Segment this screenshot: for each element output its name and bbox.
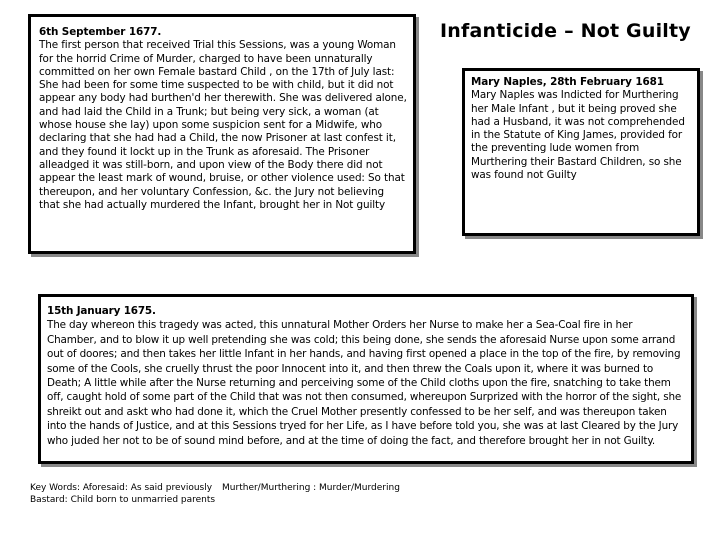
case-1681-box [462, 68, 700, 236]
case-1681-heading: Mary Naples, 28th February 1681 [471, 76, 664, 88]
case-1675-heading: 15th January 1675. [47, 305, 156, 317]
page-title: Infanticide – Not Guilty [440, 20, 691, 42]
case-1677-heading: 6th September 1677. [39, 26, 162, 38]
key-words [30, 482, 400, 506]
key-word-bastard: Bastard: Child born to unmarried parents [30, 495, 216, 505]
key-word-murther: Murther/Murthering : Murder/Murdering [222, 483, 400, 493]
case-1677-box [28, 14, 416, 254]
key-words-line-1 [30, 482, 400, 494]
case-1681-body: Mary Naples was Indicted for Murthering her Male Infant , but it being proved she had a Husband, it was not comprehended in the Statute of King James, provided for the preventing lude women from Murthering their Bastard Children, so she was found not Guilty [471, 89, 685, 182]
case-1677-body: The first person that received Trial this Sessions, was a young Woman for the horrid Crime of Murder, charged to have been unnaturally committed on her own Female bastard Child , on the 17th of July last: She had been for some time suspected to be with child, but it did not appear any body had burthen'd her therewith. She was delivered alone, and had laid the Child in a Trunk; but being very sick, a woman (at whose house she lay) upon some suspicion sent for a Midwife, who declaring that she had had a Child, the now Prisoner at last confest it, and they found it lockt up in the Trunk as aforesaid. The Prisoner alleadged it was still-born, and upon view of the Body there did not appear the least mark of wound, bruise, or other violence used: So that thereupon, and her voluntary Confession, &c. the Jury not believing that she had actually murdered the Infant, brought her in Not guilty [39, 39, 407, 211]
case-1675-box [38, 294, 694, 464]
case-1675-body: The day whereon this tragedy was acted, this unnatural Mother Orders her Nurse to make her a Sea-Coal fire in her Chamber, and to blow it up well pretending she was cold; this being done, she sends the aforesaid Nurse upon some arrand out of doores; and then takes her little Infant in her hands, and having first opened a place in the top of the fire, by removing some of the Cools, she cruelly thrust the poor Innocent into it, and then threw the Coals upon it, where it was burned to Death; A little while after the Nurse returning and perceiving some of the Child cloths upon the fire, snatching to take them off, caught hold of some part of the Child that was not then consumed, whereupon Surprized with the horror of the sight, she shreikt out and askt who had done it, which the Cruel Mother presently confessed to be her self, and was thereupon taken into the hands of Justice, and at this Sessions tryed for her Life, as I have before told you, she was at last Cleared by the Jury who juded her not to be of sound mind before, and at the time of doing the fact, and therefore brought her in not Guilty. [47, 319, 682, 447]
key-word-aforesaid: Key Words: Aforesaid: As said previously [30, 483, 213, 493]
